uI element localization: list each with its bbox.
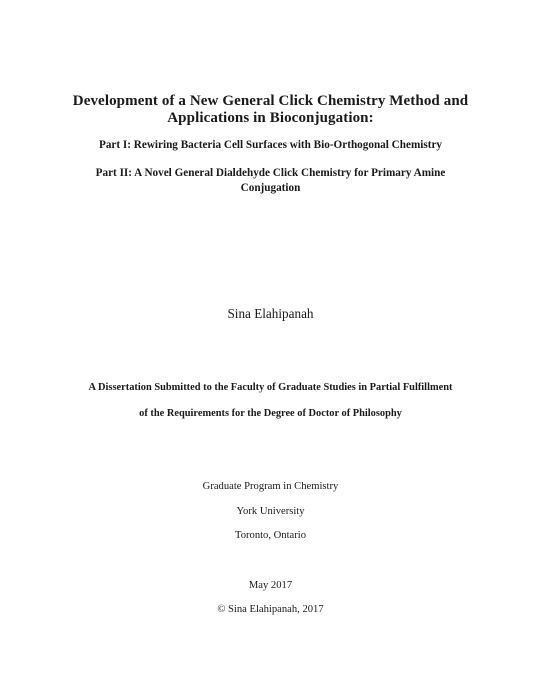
author-name: Sina Elahipanah: [227, 306, 314, 321]
graduate-program: Graduate Program in Chemistry: [202, 481, 339, 492]
university-location: Toronto, Ontario: [234, 530, 307, 541]
submission-date: May 2017: [248, 580, 293, 591]
part-one-subtitle: Part I: Rewiring Bacteria Cell Surfaces with Bio-Orthogonal Chemistry: [98, 139, 443, 151]
part-two-subtitle-line-2: Conjugation: [240, 182, 301, 194]
part-two-subtitle-line-1: Part II: A Novel General Dialdehyde Click Chemistry for Primary Amine: [95, 167, 446, 179]
dissertation-statement-line-2: of the Requirements for the Degree of Doctor of Philosophy: [139, 408, 402, 419]
university-name: York University: [236, 506, 305, 517]
dissertation-statement-line-1: A Dissertation Submitted to the Faculty of Graduate Studies in Partial Fulfillment: [88, 382, 453, 393]
thesis-title-line-1: Development of a New General Click Chemistry Method and: [72, 93, 469, 109]
thesis-title-line-2: Applications in Bioconjugation:: [167, 110, 374, 126]
copyright-notice: © Sina Elahipanah, 2017: [217, 604, 324, 615]
